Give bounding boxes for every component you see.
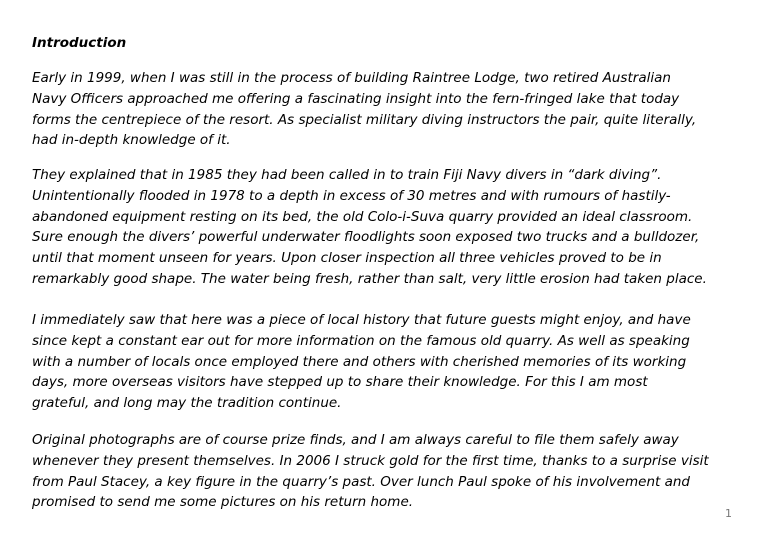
paragraph-line: days, more overseas visitors have stepped up to share their knowledge. For this I am most <box>32 374 648 391</box>
paragraph-line: forms the centrepiece of the resort. As specialist military diving instructors the pair, quite literally, <box>32 111 697 128</box>
paragraph-line: grateful, and long may the tradition continue. <box>32 395 342 412</box>
paragraph-line: until that moment unseen for years. Upon closer inspection all three vehicles proved to be in <box>32 250 662 267</box>
paragraph-line: remarkably good shape. The water being fresh, rather than salt, very little erosion had taken place. <box>32 270 707 287</box>
paragraph-line: They explained that in 1985 they had been called in to train Fiji Navy divers in “dark diving”. <box>32 167 662 183</box>
paragraph-2 <box>32 165 757 290</box>
paragraph-line: with a number of locals once employed there and others with cherished memories of its working <box>32 353 687 370</box>
paragraph-3 <box>32 310 757 414</box>
section-heading: Introduction <box>32 35 127 51</box>
paragraph-line: abandoned equipment resting on its bed, the old Colo-i-Suva quarry provided an ideal classroom. <box>32 208 693 225</box>
paragraph-line: I immediately saw that here was a piece of local history that future guests might enjoy, and have <box>32 312 691 328</box>
paragraph-line: whenever they present themselves. In 2006 I struck gold for the first time, thanks to a surprise visit <box>32 452 709 469</box>
paragraph-1 <box>32 68 757 151</box>
paragraph-line: Original photographs are of course prize finds, and I am always careful to file them safely away <box>32 432 679 448</box>
paragraph-line: Sure enough the divers’ powerful underwater floodlights soon exposed two trucks and a bulldozer, <box>32 229 700 246</box>
page-number: 1 <box>725 507 732 520</box>
paragraph-4 <box>32 430 757 513</box>
paragraph-line: Unintentionally flooded in 1978 to a depth in excess of 30 metres and with rumours of hastily- <box>32 187 671 204</box>
paragraph-line: had in-depth knowledge of it. <box>32 132 231 149</box>
paragraph-line: from Paul Stacey, a key figure in the quarry’s past. Over lunch Paul spoke of his involvement and <box>32 473 690 490</box>
paragraph-line: Early in 1999, when I was still in the process of building Raintree Lodge, two retired Australian <box>32 70 671 86</box>
paragraph-line: Navy Officers approached me offering a fascinating insight into the fern-fringed lake that today <box>32 90 680 107</box>
paragraph-line: since kept a constant ear out for more information on the famous old quarry. As well as speaking <box>32 332 690 349</box>
paragraph-line: promised to send me some pictures on his return home. <box>32 494 414 511</box>
